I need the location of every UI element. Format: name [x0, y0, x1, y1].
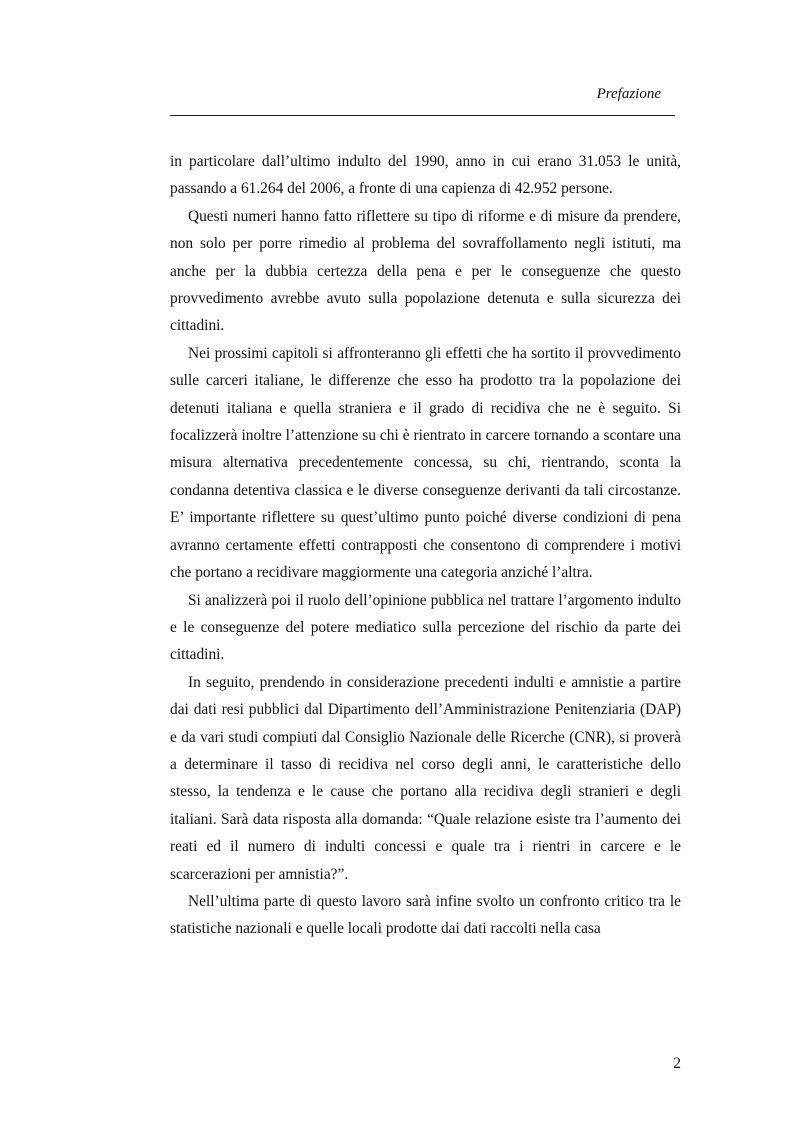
running-header: Prefazione [596, 86, 661, 102]
header-rule [170, 115, 675, 116]
body-text [170, 148, 681, 943]
paragraph: in particolare dall’ultimo indulto del 1990, anno in cui erano 31.053 le unità, passando a 61.264 del 2006, a fronte di una capienza di 42.952 persone. [170, 153, 681, 198]
page-number: 2 [673, 1055, 681, 1072]
paragraph: Nell’ultima parte di questo lavoro sarà infine svolto un confronto critico tra le statistiche nazionali e quelle locali prodotte dai dati raccolti nella casa [170, 892, 681, 938]
paragraph: Nei prossimi capitoli si affronteranno gli effetti che ha sortito il provvedimento sulle carceri italiane, le differenze che esso ha prodotto tra la popolazione dei detenuti italiana e quella straniera e il grado di recidiva che ne è seguito. Si focalizzerà inoltre l’attenzione su chi è rientrato in carcere tornando a scontare una misura alternativa precedentemente concessa, su chi, rientrando, sconta la condanna detentiva classica e le diverse conseguenze derivanti da tali circostanze. E’ importante riflettere su quest’ultimo punto poiché diverse condizioni di pena avranno certamente effetti contrapposti che consentono di comprendere i motivi che portano a recidivare maggiormente una categoria anziché l’altra. [170, 344, 681, 582]
paragraph: In seguito, prendendo in considerazione precedenti indulti e amnistie a partire dai dati resi pubblici dal Dipartimento dell’Amministrazione Penitenziaria (DAP) e da vari studi compiuti dal Consiglio Nazionale delle Ricerche (CNR), si proverà a determinare il tasso di recidiva nel corso degli anni, le caratteristiche dello stesso, la tendenza e le cause che portano alla recidiva degli stranieri e degli italiani. Sarà data risposta alla domanda: “Quale relazione esiste tra l’aumento dei reati ed il numero di indulti concessi e quale tra i rientri in carcere e le scarcerazioni per amnistia?”. [170, 673, 681, 883]
paragraph: Si analizzerà poi il ruolo dell’opinione pubblica nel trattare l’argomento indulto e le conseguenze del potere mediatico sulla percezione del rischio da parte dei cittadini. [170, 591, 681, 664]
paragraph: Questi numeri hanno fatto riflettere su tipo di riforme e di misure da prendere, non solo per porre rimedio al problema del sovraffollamento negli istituti, ma anche per la dubbia certezza della pena e per le conseguenze che questo provvedimento avrebbe avuto sulla popolazione detenuta e sulla sicurezza dei cittadini. [170, 207, 681, 335]
